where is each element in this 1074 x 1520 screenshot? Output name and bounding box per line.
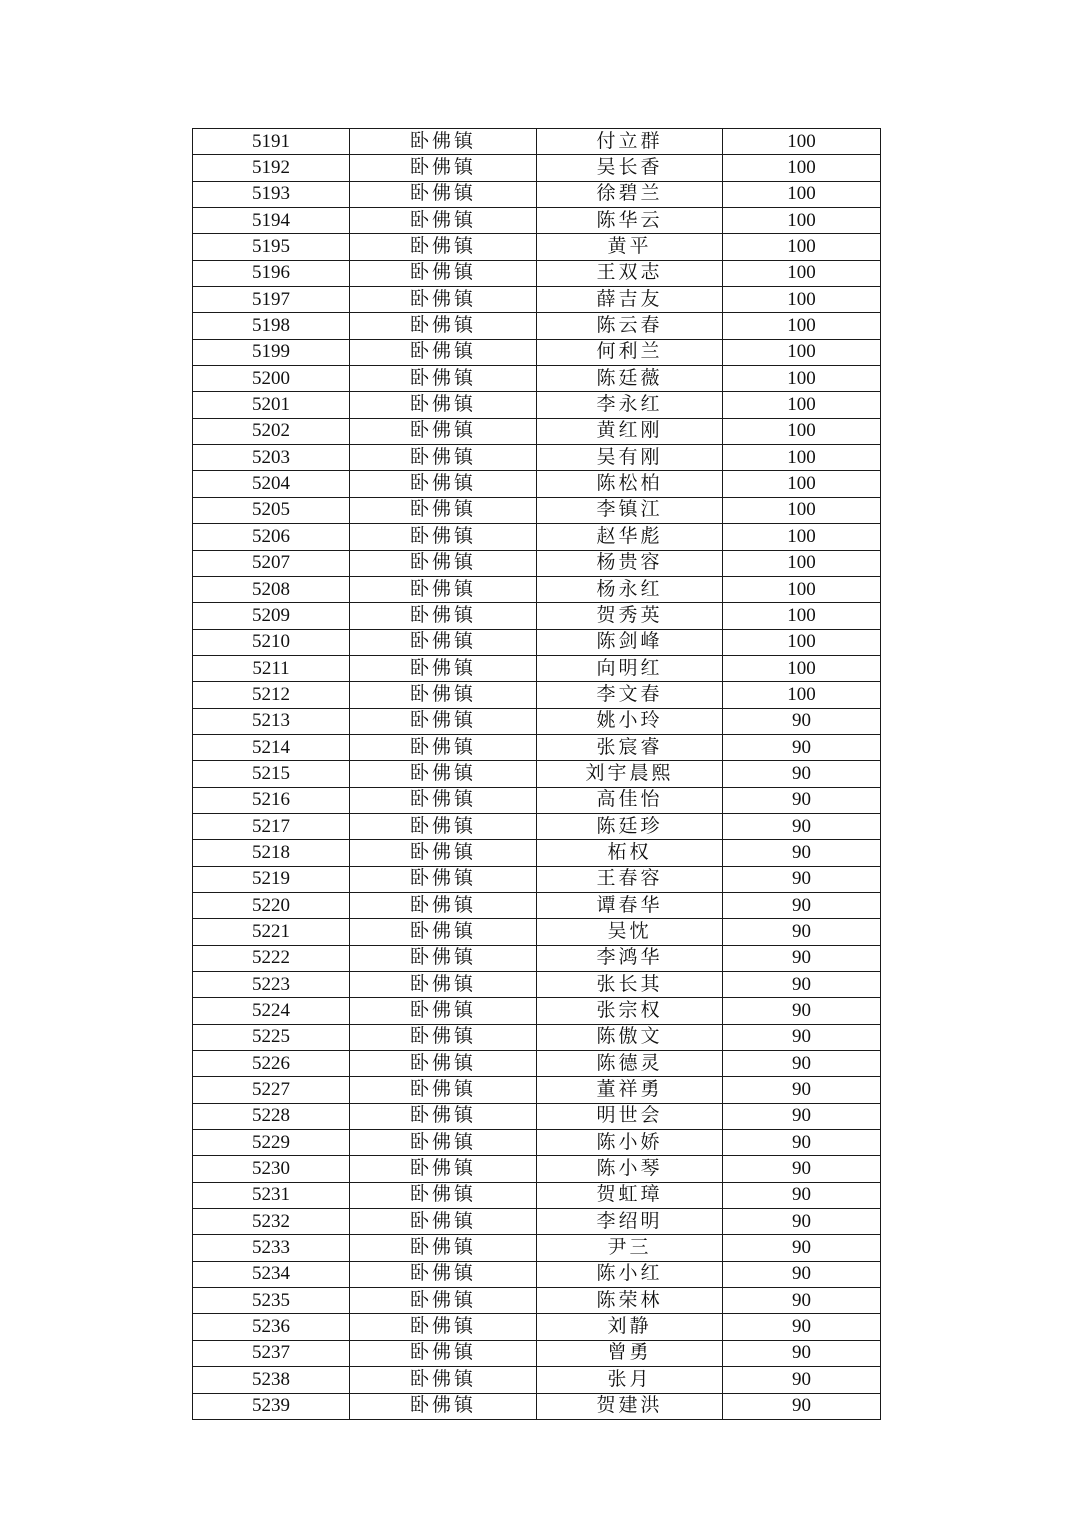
- table-row: [193, 813, 881, 839]
- cell-name: 张长其: [537, 972, 723, 998]
- cell-number: 5200: [193, 366, 350, 392]
- cell-amount: 100: [723, 129, 881, 155]
- cell-number: 5203: [193, 445, 350, 471]
- cell-town: 卧佛镇: [350, 497, 537, 523]
- cell-number: 5238: [193, 1367, 350, 1393]
- cell-town: 卧佛镇: [350, 418, 537, 444]
- table-row: [193, 234, 881, 260]
- cell-town: 卧佛镇: [350, 1077, 537, 1103]
- cell-name: 陈剑峰: [537, 629, 723, 655]
- cell-town: 卧佛镇: [350, 972, 537, 998]
- cell-name: 杨永红: [537, 576, 723, 602]
- cell-amount: 90: [723, 919, 881, 945]
- cell-amount: 90: [723, 1367, 881, 1393]
- cell-town: 卧佛镇: [350, 761, 537, 787]
- cell-amount: 90: [723, 1209, 881, 1235]
- cell-town: 卧佛镇: [350, 366, 537, 392]
- cell-town: 卧佛镇: [350, 998, 537, 1024]
- cell-town: 卧佛镇: [350, 629, 537, 655]
- table-row: [193, 682, 881, 708]
- cell-name: 王春容: [537, 866, 723, 892]
- cell-amount: 100: [723, 234, 881, 260]
- cell-name: 吴忱: [537, 919, 723, 945]
- cell-amount: 100: [723, 418, 881, 444]
- cell-town: 卧佛镇: [350, 655, 537, 681]
- table-row: [193, 1340, 881, 1366]
- cell-town: 卧佛镇: [350, 576, 537, 602]
- cell-name: 刘宇晨熙: [537, 761, 723, 787]
- cell-amount: 100: [723, 629, 881, 655]
- cell-name: 李永红: [537, 392, 723, 418]
- cell-town: 卧佛镇: [350, 129, 537, 155]
- cell-amount: 100: [723, 576, 881, 602]
- cell-amount: 100: [723, 287, 881, 313]
- cell-amount: 90: [723, 945, 881, 971]
- cell-town: 卧佛镇: [350, 708, 537, 734]
- cell-number: 5226: [193, 1051, 350, 1077]
- cell-town: 卧佛镇: [350, 392, 537, 418]
- cell-amount: 90: [723, 1077, 881, 1103]
- cell-name: 杨贵容: [537, 550, 723, 576]
- cell-town: 卧佛镇: [350, 1156, 537, 1182]
- cell-number: 5199: [193, 339, 350, 365]
- cell-name: 陈廷珍: [537, 813, 723, 839]
- cell-amount: 100: [723, 497, 881, 523]
- cell-amount: 90: [723, 1024, 881, 1050]
- table-row: [193, 181, 881, 207]
- cell-number: 5230: [193, 1156, 350, 1182]
- table-row: [193, 655, 881, 681]
- cell-town: 卧佛镇: [350, 313, 537, 339]
- table-row: [193, 287, 881, 313]
- cell-amount: 100: [723, 524, 881, 550]
- table-row: [193, 1314, 881, 1340]
- table-row: [193, 313, 881, 339]
- cell-town: 卧佛镇: [350, 1182, 537, 1208]
- cell-name: 黄平: [537, 234, 723, 260]
- cell-amount: 100: [723, 550, 881, 576]
- cell-name: 姚小玲: [537, 708, 723, 734]
- cell-town: 卧佛镇: [350, 919, 537, 945]
- cell-amount: 90: [723, 972, 881, 998]
- cell-amount: 100: [723, 339, 881, 365]
- cell-town: 卧佛镇: [350, 603, 537, 629]
- cell-amount: 90: [723, 1314, 881, 1340]
- cell-name: 陈廷薇: [537, 366, 723, 392]
- cell-town: 卧佛镇: [350, 1367, 537, 1393]
- cell-name: 曾勇: [537, 1340, 723, 1366]
- cell-amount: 90: [723, 787, 881, 813]
- cell-number: 5211: [193, 655, 350, 681]
- cell-number: 5194: [193, 208, 350, 234]
- cell-number: 5196: [193, 260, 350, 286]
- cell-town: 卧佛镇: [350, 787, 537, 813]
- table-row: [193, 392, 881, 418]
- cell-town: 卧佛镇: [350, 1024, 537, 1050]
- table-row: [193, 129, 881, 155]
- cell-number: 5231: [193, 1182, 350, 1208]
- table-row: [193, 576, 881, 602]
- table-row: [193, 524, 881, 550]
- cell-number: 5214: [193, 734, 350, 760]
- cell-name: 刘静: [537, 1314, 723, 1340]
- cell-amount: 100: [723, 260, 881, 286]
- cell-town: 卧佛镇: [350, 1261, 537, 1287]
- table-row: [193, 445, 881, 471]
- table-row: [193, 1103, 881, 1129]
- cell-number: 5225: [193, 1024, 350, 1050]
- cell-town: 卧佛镇: [350, 945, 537, 971]
- cell-amount: 100: [723, 366, 881, 392]
- cell-amount: 90: [723, 1340, 881, 1366]
- cell-town: 卧佛镇: [350, 866, 537, 892]
- cell-town: 卧佛镇: [350, 181, 537, 207]
- table-row: [193, 550, 881, 576]
- cell-name: 李鸿华: [537, 945, 723, 971]
- cell-name: 陈云春: [537, 313, 723, 339]
- table-row: [193, 866, 881, 892]
- table-row: [193, 208, 881, 234]
- cell-number: 5221: [193, 919, 350, 945]
- cell-amount: 100: [723, 603, 881, 629]
- cell-number: 5220: [193, 892, 350, 918]
- cell-name: 陈小红: [537, 1261, 723, 1287]
- cell-name: 贺秀英: [537, 603, 723, 629]
- cell-town: 卧佛镇: [350, 524, 537, 550]
- cell-number: 5224: [193, 998, 350, 1024]
- cell-town: 卧佛镇: [350, 155, 537, 181]
- cell-name: 陈傲文: [537, 1024, 723, 1050]
- cell-town: 卧佛镇: [350, 339, 537, 365]
- cell-number: 5227: [193, 1077, 350, 1103]
- table-row: [193, 1367, 881, 1393]
- cell-name: 陈小娇: [537, 1130, 723, 1156]
- cell-number: 5204: [193, 471, 350, 497]
- cell-name: 赵华彪: [537, 524, 723, 550]
- table-row: [193, 418, 881, 444]
- cell-name: 陈小琴: [537, 1156, 723, 1182]
- cell-number: 5208: [193, 576, 350, 602]
- cell-town: 卧佛镇: [350, 445, 537, 471]
- cell-number: 5239: [193, 1393, 350, 1419]
- table-row: [193, 366, 881, 392]
- cell-name: 李镇江: [537, 497, 723, 523]
- cell-number: 5223: [193, 972, 350, 998]
- cell-name: 付立群: [537, 129, 723, 155]
- cell-amount: 90: [723, 708, 881, 734]
- cell-amount: 90: [723, 1182, 881, 1208]
- table-row: [193, 892, 881, 918]
- table-row: [193, 1130, 881, 1156]
- cell-number: 5205: [193, 497, 350, 523]
- cell-name: 吴长香: [537, 155, 723, 181]
- cell-name: 尹三: [537, 1235, 723, 1261]
- cell-number: 5237: [193, 1340, 350, 1366]
- cell-amount: 100: [723, 682, 881, 708]
- table-row: [193, 945, 881, 971]
- cell-number: 5209: [193, 603, 350, 629]
- cell-amount: 100: [723, 471, 881, 497]
- cell-amount: 100: [723, 655, 881, 681]
- table-row: [193, 1077, 881, 1103]
- cell-name: 董祥勇: [537, 1077, 723, 1103]
- cell-name: 李文春: [537, 682, 723, 708]
- cell-amount: 90: [723, 840, 881, 866]
- cell-amount: 90: [723, 734, 881, 760]
- cell-amount: 90: [723, 1130, 881, 1156]
- cell-town: 卧佛镇: [350, 1393, 537, 1419]
- cell-town: 卧佛镇: [350, 471, 537, 497]
- cell-number: 5198: [193, 313, 350, 339]
- cell-number: 5207: [193, 550, 350, 576]
- cell-number: 5222: [193, 945, 350, 971]
- table-row: [193, 734, 881, 760]
- cell-name: 陈华云: [537, 208, 723, 234]
- table-row: [193, 708, 881, 734]
- cell-town: 卧佛镇: [350, 1103, 537, 1129]
- cell-town: 卧佛镇: [350, 813, 537, 839]
- cell-amount: 90: [723, 1156, 881, 1182]
- cell-amount: 90: [723, 866, 881, 892]
- cell-name: 陈松柏: [537, 471, 723, 497]
- cell-name: 李绍明: [537, 1209, 723, 1235]
- cell-amount: 100: [723, 181, 881, 207]
- table-row: [193, 260, 881, 286]
- cell-amount: 100: [723, 445, 881, 471]
- cell-number: 5202: [193, 418, 350, 444]
- cell-number: 5191: [193, 129, 350, 155]
- cell-number: 5210: [193, 629, 350, 655]
- cell-amount: 90: [723, 1103, 881, 1129]
- cell-number: 5218: [193, 840, 350, 866]
- table-row: [193, 1209, 881, 1235]
- cell-number: 5212: [193, 682, 350, 708]
- cell-name: 何利兰: [537, 339, 723, 365]
- cell-name: 张宸睿: [537, 734, 723, 760]
- table-row: [193, 840, 881, 866]
- table-row: [193, 761, 881, 787]
- table-row: [193, 1051, 881, 1077]
- cell-town: 卧佛镇: [350, 287, 537, 313]
- cell-name: 徐碧兰: [537, 181, 723, 207]
- cell-number: 5235: [193, 1288, 350, 1314]
- cell-number: 5192: [193, 155, 350, 181]
- cell-amount: 100: [723, 155, 881, 181]
- cell-name: 柘权: [537, 840, 723, 866]
- cell-number: 5219: [193, 866, 350, 892]
- cell-number: 5213: [193, 708, 350, 734]
- cell-amount: 90: [723, 1051, 881, 1077]
- cell-town: 卧佛镇: [350, 260, 537, 286]
- cell-town: 卧佛镇: [350, 1340, 537, 1366]
- cell-amount: 90: [723, 813, 881, 839]
- cell-number: 5233: [193, 1235, 350, 1261]
- cell-name: 张宗权: [537, 998, 723, 1024]
- cell-amount: 100: [723, 313, 881, 339]
- table-row: [193, 497, 881, 523]
- cell-town: 卧佛镇: [350, 1314, 537, 1340]
- cell-town: 卧佛镇: [350, 840, 537, 866]
- cell-amount: 100: [723, 208, 881, 234]
- cell-town: 卧佛镇: [350, 892, 537, 918]
- cell-name: 高佳怡: [537, 787, 723, 813]
- cell-amount: 90: [723, 1261, 881, 1287]
- cell-name: 陈德灵: [537, 1051, 723, 1077]
- cell-town: 卧佛镇: [350, 1235, 537, 1261]
- table-row: [193, 1288, 881, 1314]
- cell-number: 5228: [193, 1103, 350, 1129]
- table-row: [193, 787, 881, 813]
- cell-town: 卧佛镇: [350, 1051, 537, 1077]
- cell-amount: 100: [723, 392, 881, 418]
- table-row: [193, 1024, 881, 1050]
- table-row: [193, 1182, 881, 1208]
- table-row: [193, 1393, 881, 1419]
- cell-amount: 90: [723, 761, 881, 787]
- cell-name: 张月: [537, 1367, 723, 1393]
- cell-name: 贺虹璋: [537, 1182, 723, 1208]
- table-row: [193, 603, 881, 629]
- cell-name: 黄红刚: [537, 418, 723, 444]
- table-row: [193, 629, 881, 655]
- cell-town: 卧佛镇: [350, 550, 537, 576]
- cell-number: 5234: [193, 1261, 350, 1287]
- cell-number: 5197: [193, 287, 350, 313]
- table-row: [193, 155, 881, 181]
- cell-town: 卧佛镇: [350, 734, 537, 760]
- cell-town: 卧佛镇: [350, 1288, 537, 1314]
- cell-town: 卧佛镇: [350, 682, 537, 708]
- cell-town: 卧佛镇: [350, 208, 537, 234]
- cell-name: 向明红: [537, 655, 723, 681]
- cell-number: 5206: [193, 524, 350, 550]
- cell-amount: 90: [723, 1288, 881, 1314]
- cell-number: 5232: [193, 1209, 350, 1235]
- cell-town: 卧佛镇: [350, 1130, 537, 1156]
- table-row: [193, 1235, 881, 1261]
- cell-number: 5217: [193, 813, 350, 839]
- cell-town: 卧佛镇: [350, 1209, 537, 1235]
- cell-number: 5215: [193, 761, 350, 787]
- cell-name: 贺建洪: [537, 1393, 723, 1419]
- cell-name: 谭春华: [537, 892, 723, 918]
- table-row: [193, 1156, 881, 1182]
- cell-number: 5195: [193, 234, 350, 260]
- cell-number: 5216: [193, 787, 350, 813]
- table-row: [193, 972, 881, 998]
- cell-number: 5229: [193, 1130, 350, 1156]
- table-row: [193, 471, 881, 497]
- cell-number: 5201: [193, 392, 350, 418]
- cell-number: 5236: [193, 1314, 350, 1340]
- table-body: [193, 129, 881, 1420]
- table-row: [193, 919, 881, 945]
- cell-name: 吴有刚: [537, 445, 723, 471]
- cell-town: 卧佛镇: [350, 234, 537, 260]
- cell-amount: 90: [723, 1393, 881, 1419]
- beneficiary-table: [192, 128, 881, 1420]
- cell-name: 明世会: [537, 1103, 723, 1129]
- table-row: [193, 1261, 881, 1287]
- cell-name: 陈荣林: [537, 1288, 723, 1314]
- cell-amount: 90: [723, 1235, 881, 1261]
- table-row: [193, 339, 881, 365]
- cell-name: 薛吉友: [537, 287, 723, 313]
- cell-amount: 90: [723, 892, 881, 918]
- table-row: [193, 998, 881, 1024]
- cell-name: 王双志: [537, 260, 723, 286]
- cell-amount: 90: [723, 998, 881, 1024]
- cell-number: 5193: [193, 181, 350, 207]
